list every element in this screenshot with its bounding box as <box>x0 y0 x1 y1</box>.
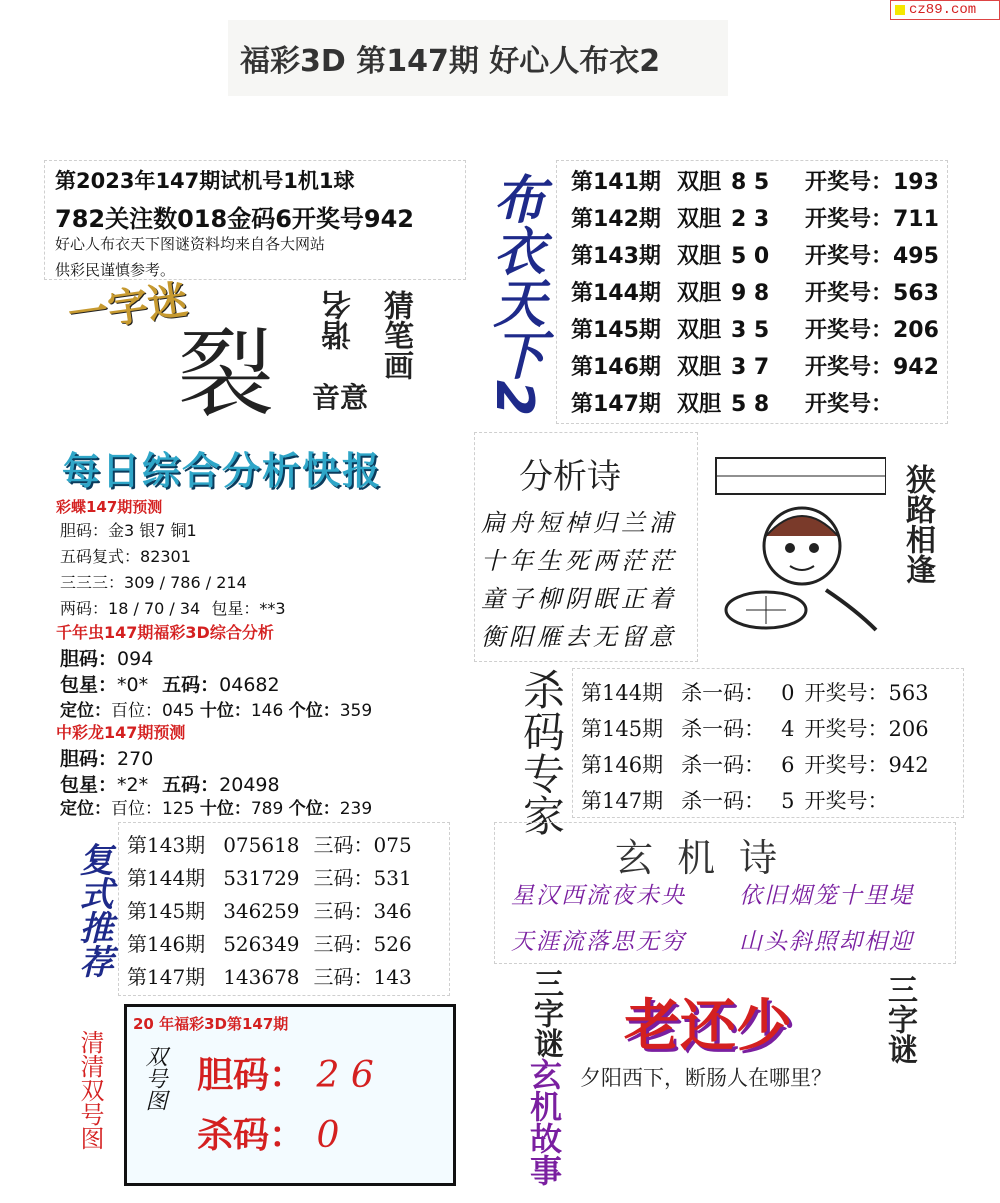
riddle-right-bottom: 音意 <box>312 381 369 414</box>
riddle-art <box>50 275 470 430</box>
fushi-row: 第143期 075618 三码：075 <box>127 833 412 857</box>
fushi-row: 第147期 143678 三码：143 <box>127 965 412 989</box>
qiannian-dingwei-row: 定位：百位：045 十位：146 个位：359 <box>60 701 373 721</box>
zcl-dan-row: 胆码：270 <box>60 748 154 770</box>
riddle-left-text: 一字迷 <box>65 275 191 340</box>
analysis-poem-line-3: 童子柳阴眠正着 <box>481 585 677 613</box>
header-info-box <box>44 160 466 280</box>
dan-history-row: 第147期 双胆 5 8 开奖号： <box>571 392 893 417</box>
analysis-poem-line-2: 十年生死两茫茫 <box>481 547 677 575</box>
riddle-center-char: 裂 <box>178 318 274 430</box>
fushi-row: 第146期 526349 三码：526 <box>127 932 412 956</box>
caidie-wuma-row: 五码复式：82301 <box>60 547 191 566</box>
qiannian-dan-row: 胆码：094 <box>60 648 154 670</box>
qingqing-dan-row: 胆码： 2 6 <box>197 1055 374 1096</box>
fushi-title: 复式推荐 <box>73 842 113 978</box>
qingqing-card-side: 双号图 <box>142 1045 167 1111</box>
watermark-icon <box>895 5 905 15</box>
daily-banner: 每日综合分析快报 <box>62 449 383 493</box>
analysis-poem-title: 分析诗 <box>519 457 621 497</box>
xuanji-line-1b: 依旧烟笼十里堤 <box>739 883 914 909</box>
dan-history-panel <box>556 160 948 424</box>
zcl-dingwei-row: 定位：百位：125 十位：789 个位：239 <box>60 799 373 819</box>
caidie-liangma-row: 两码：18 / 70 / 34 包星：**3 <box>60 599 286 618</box>
sanzi-right-label: 三字谜 <box>882 974 917 1064</box>
prediction-panel <box>50 494 470 818</box>
kill-expert-row: 第147期 杀一码： 5 开奖号： <box>581 789 889 813</box>
analysis-poem-box <box>474 432 698 662</box>
dan-history-row: 第146期 双胆 3 7 开奖号：942 <box>571 355 939 380</box>
caidie-sansan-row: 三三三：309 / 786 / 214 <box>60 573 247 592</box>
header-line-2: 782关注数018金码6开奖号942 <box>55 205 414 233</box>
header-line-1: 第2023年147期试机号1机1球 <box>55 169 355 193</box>
caidie-title: 彩蝶147期预测 <box>56 498 163 516</box>
kill-expert-panel <box>572 668 964 818</box>
qingqing-sha-row: 杀码： 0 <box>197 1115 340 1156</box>
qingqing-card <box>124 1004 456 1186</box>
analysis-poem-line-1: 扁舟短棹归兰浦 <box>481 509 677 537</box>
watermark-text: cz89.com <box>909 2 977 18</box>
zcl-bao-row: 包星：*2* 五码：20498 <box>60 774 280 796</box>
kill-expert-row: 第146期 杀一码： 6 开奖号：942 <box>581 753 929 777</box>
sanzi-riddle: 夕阳西下，断肠人在哪里？ <box>580 1066 832 1090</box>
zcl-title: 中彩龙147期预测 <box>56 723 186 742</box>
analysis-poem-line-4: 衡阳雁去无留意 <box>481 623 677 651</box>
sanzi-left-label: 三字谜 <box>528 968 563 1058</box>
fushi-row: 第144期 531729 三码：531 <box>127 866 412 890</box>
header-line-3: 好心人布衣天下图谜资料均来自各大网站 <box>55 235 326 253</box>
kill-expert-row: 第144期 杀一码： 0 开奖号：563 <box>581 681 929 705</box>
page-title: 福彩3D 第147期 好心人布衣2 <box>240 44 661 79</box>
page-title-box <box>228 20 728 96</box>
dan-history-row: 第141期 双胆 8 5 开奖号：193 <box>571 170 939 195</box>
xuanji-line-2b: 山头斜照却相迎 <box>739 929 914 955</box>
kill-expert-title: 杀码专家 <box>517 668 566 836</box>
qiannian-bao-row: 包星：*0* 五码：04682 <box>60 674 280 696</box>
cartoon-caption: 狭路相逢 <box>900 464 935 584</box>
xuanji-poem-title: 玄 机 诗 <box>615 836 784 880</box>
header-line-4: 供彩民谨慎参考。 <box>55 261 176 279</box>
riddle-right-top: 猜笔画 <box>378 290 413 380</box>
fushi-row: 第145期 346259 三码：346 <box>127 899 412 923</box>
qingqing-card-title: 20 年福彩3D第147期 <box>133 1015 289 1033</box>
qingqing-side-title: 清清双号图 <box>76 1030 104 1150</box>
dan-history-row: 第145期 双胆 3 5 开奖号：206 <box>571 318 939 343</box>
xuanji-poem-box <box>494 822 956 964</box>
qiannian-title: 千年虫147期福彩3D综合分析 <box>56 623 274 642</box>
sanzi-title: 老还少 <box>624 994 792 1059</box>
riddle-right-mid: 谐名 <box>322 290 357 350</box>
dan-history-row: 第143期 双胆 5 0 开奖号：495 <box>571 244 939 269</box>
xuanji-line-2a: 天涯流落思无穷 <box>511 929 686 955</box>
brand-vertical: 布衣天下2 <box>484 172 544 417</box>
xuanji-line-1a: 星汉西流夜未央 <box>511 883 686 909</box>
caidie-dan-row: 胆码：金3 银7 铜1 <box>60 521 197 540</box>
watermark-badge[interactable] <box>890 0 1000 20</box>
dan-history-row: 第144期 双胆 9 8 开奖号：563 <box>571 281 939 306</box>
cartoon-panel <box>706 440 946 650</box>
dan-history-row: 第142期 双胆 2 3 开奖号：711 <box>571 207 939 232</box>
cartoon-illustration <box>706 440 886 640</box>
sanzi-story-label: 玄机故事 <box>525 1058 563 1186</box>
kill-expert-row: 第145期 杀一码： 4 开奖号：206 <box>581 717 929 741</box>
fushi-panel <box>118 822 450 996</box>
